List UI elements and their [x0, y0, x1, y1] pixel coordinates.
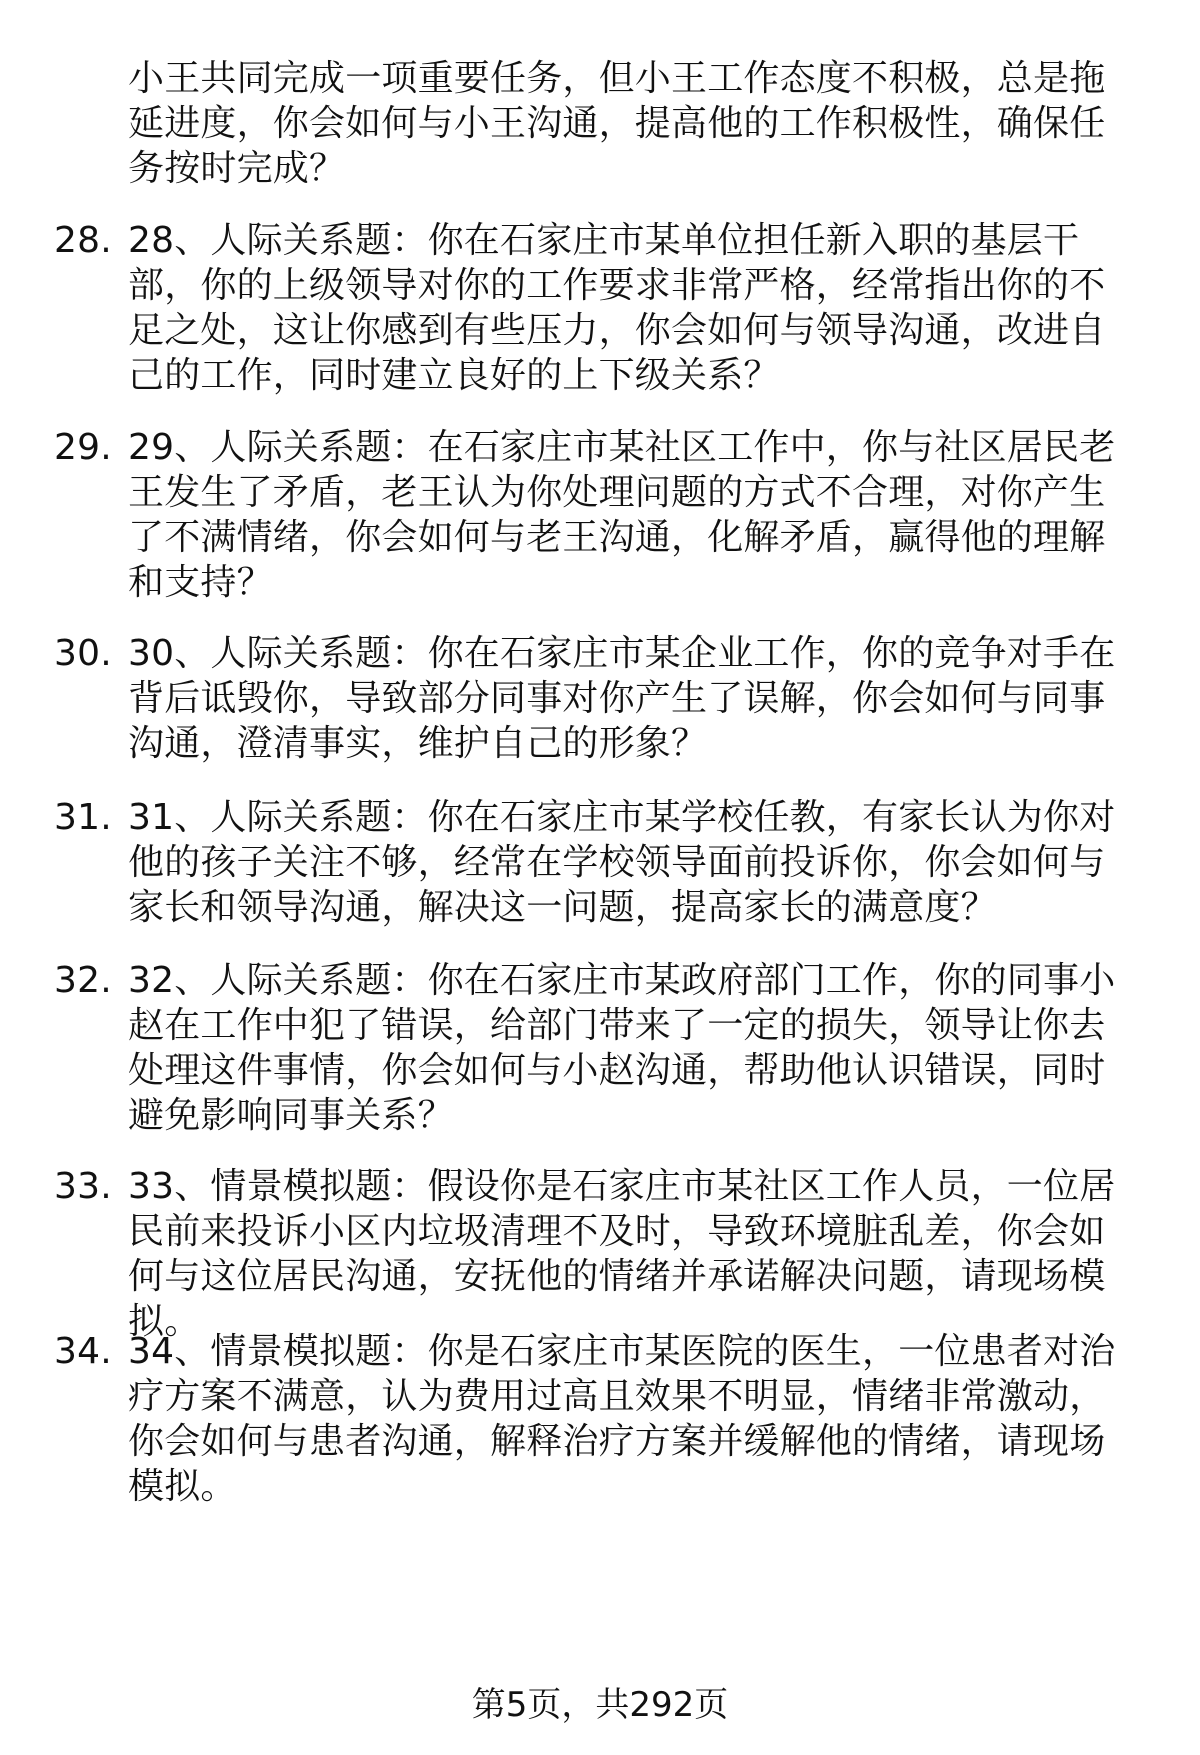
list-item — [0, 218, 1200, 425]
list-item — [0, 1329, 1200, 1507]
list-item — [0, 1164, 1200, 1342]
item-text: 33、情景模拟题：假设你是石家庄市某社区工作人员，一位居民前来投诉小区内垃圾清理不及时，导致环境脏乱差，你会如何与这位居民沟通，安抚他的情绪并承诺解决问题，请现场模拟。 — [128, 1166, 1116, 1342]
item-text: 31、人际关系题：你在石家庄市某学校任教，有家长认为你对他的孩子关注不够，经常在学校领导面前投诉你，你会如何与家长和领导沟通，解决这一问题，提高家长的满意度？ — [128, 797, 1116, 928]
item-number: 31. — [54, 797, 112, 838]
page-footer: 第5页，共292页 — [471, 1685, 729, 1725]
item-text: 28、人际关系题：你在石家庄市某单位担任新入职的基层干部，你的上级领导对你的工作要求非常严格，经常指出你的不足之处，这让你感到有些压力，你会如何与领导沟通，改进自己的工作，同时建立良好的上下级关系？ — [128, 220, 1106, 396]
question-list — [0, 56, 1200, 1507]
list-item — [0, 631, 1200, 795]
item-number: 34. — [54, 1331, 112, 1372]
item-text: 34、情景模拟题：你是石家庄市某医院的医生，一位患者对治疗方案不满意，认为费用过高且效果不明显，情绪非常激动，你会如何与患者沟通，解释治疗方案并缓解他的情绪，请现场模拟。 — [128, 1331, 1116, 1507]
item-text: 小王共同完成一项重要任务，但小王工作态度不积极，总是拖延进度，你会如何与小王沟通，提高他的工作积极性，确保任务按时完成？ — [128, 58, 1106, 189]
item-number: 28. — [54, 220, 112, 261]
item-text: 30、人际关系题：你在石家庄市某企业工作，你的竞争对手在背后诋毁你，导致部分同事对你产生了误解，你会如何与同事沟通，澄清事实，维护自己的形象？ — [128, 633, 1116, 764]
item-number: 32. — [54, 960, 112, 1001]
list-item — [0, 425, 1200, 631]
item-number: 30. — [54, 633, 112, 674]
item-text: 29、人际关系题：在石家庄市某社区工作中，你与社区居民老王发生了矛盾，老王认为你处理问题的方式不合理，对你产生了不满情绪，你会如何与老王沟通，化解矛盾，赢得他的理解和支持？ — [128, 427, 1116, 603]
item-number: 29. — [54, 427, 112, 468]
list-item — [0, 56, 1200, 218]
list-item — [0, 795, 1200, 958]
item-number: 33. — [54, 1166, 112, 1207]
list-item — [0, 958, 1200, 1164]
item-text: 32、人际关系题：你在石家庄市某政府部门工作，你的同事小赵在工作中犯了错误，给部门带来了一定的损失，领导让你去处理这件事情，你会如何与小赵沟通，帮助他认识错误，同时避免影响同事关系？ — [128, 960, 1116, 1136]
